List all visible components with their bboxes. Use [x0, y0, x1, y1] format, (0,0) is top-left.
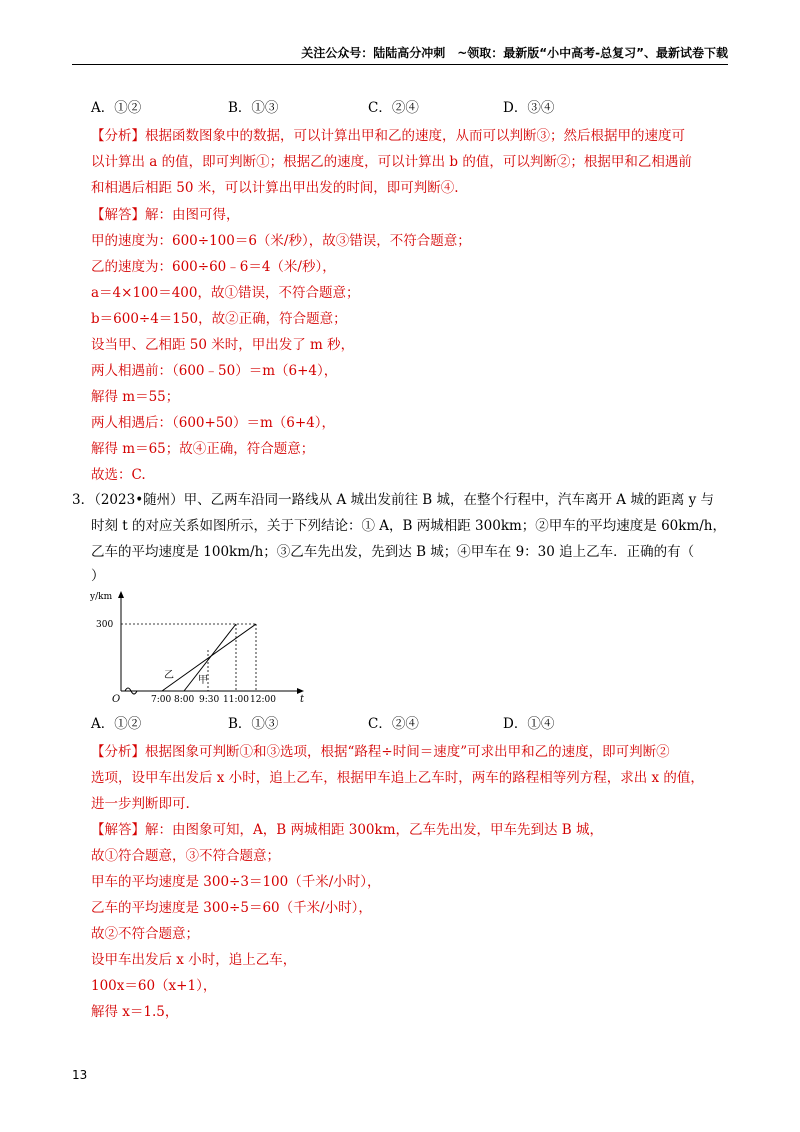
q3-question-line: 乙车的平均速度是 100km/h；③乙车先出发，先到达 B 城；④甲车在 9：30 追上乙车．正确的有（ — [91, 544, 695, 560]
x-tick-label: 7:00 — [151, 695, 172, 705]
q2-solution-line: 两人相遇前：（600﹣50）＝m（6+4）， — [91, 363, 338, 379]
q2-analysis-line: 和相遇后相距 50 米，可以计算出甲出发的时间，即可判断④. — [91, 180, 459, 196]
q3-solution-line: 设甲车出发后 x 小时，追上乙车， — [91, 952, 297, 968]
y-axis-label: y/km — [90, 592, 113, 602]
q3-distance-time-graph — [88, 588, 318, 706]
q3-solution-line: 乙车的平均速度是 300÷5＝60（千米/小时）， — [91, 900, 372, 916]
x-tick-label: 8:00 — [174, 695, 195, 705]
q3-question-line: 时刻 t 的对应关系如图所示，关于下列结论：① A，B 两城相距 300km；②甲车的平均速度是 60km/h， — [91, 518, 726, 534]
q2-option-c: C．②④ — [368, 100, 419, 116]
q3-solution-line: 甲车的平均速度是 300÷3＝100（千米/小时）， — [91, 874, 381, 890]
q2-solution-line: 乙的速度为：600÷60﹣6＝4（米/秒）， — [91, 259, 336, 275]
q3-option-a: A．①② — [91, 716, 142, 732]
q2-solution-line: a＝4×100＝400，故①错误，不符合题意； — [91, 285, 360, 301]
q2-solution-line: 解得 m＝65；故④正确，符合题意； — [91, 441, 315, 457]
q3-solution-line: 故①符合题意，③不符合题意； — [91, 848, 280, 864]
page-header: 关注公众号：陆陆高分冲刺 ~领取：最新版“小中高考-总复习”、最新试卷下载 — [301, 46, 728, 60]
q2-analysis-line: 以计算出 a 的值，即可判断①；根据乙的速度，可以计算出 b 的值，可以判断②；根据甲和乙相遇前 — [91, 154, 692, 170]
q3-analysis-line: 进一步判断即可. — [91, 796, 190, 812]
x-axis-label: t — [300, 694, 305, 705]
x-tick-label: 11:00 — [223, 695, 249, 705]
q2-option-a: A．①② — [91, 100, 142, 116]
q3-solution-line: 【解答】解：由图象可知，A，B 两城相距 300km，乙车先出发，甲车先到达 B 城， — [91, 822, 604, 838]
q3-analysis-line: 【分析】根据图象可判断①和③选项，根据“路程÷时间＝速度”可求出甲和乙的速度，即可判断② — [91, 744, 670, 760]
x-tick-label: 12:00 — [250, 695, 276, 705]
q3-option-b: B．①③ — [228, 716, 279, 732]
q3-analysis-line: 选项，设甲车出发后 x 小时，追上乙车，根据甲车追上乙车时，两车的路程相等列方程，求出 x 的值， — [91, 770, 704, 786]
x-tick-label: 9:30 — [199, 695, 220, 705]
origin-label: O — [112, 694, 121, 705]
q2-option-b: B．①③ — [228, 100, 279, 116]
y-axis-arrow — [118, 591, 124, 598]
y-tick-300: 300 — [96, 620, 114, 630]
q2-solution-line: 甲的速度为：600÷100＝6（米/秒），故③错误，不符合题意； — [91, 233, 471, 249]
q3-option-d: D．①④ — [503, 716, 555, 732]
page-number: 13 — [72, 1068, 88, 1082]
q3-question-line: 3．（2023•随州）甲、乙两车沿同一路线从 A 城出发前往 B 城，在整个行程中，汽车离开 A 城的距离 y 与 — [72, 492, 715, 508]
q2-solution-line: 两人相遇后：（600+50）＝m（6+4）， — [91, 415, 336, 431]
q2-solution-line: b＝600÷4＝150，故②正确，符合题意； — [91, 311, 347, 327]
q2-solution-line: 解得 m＝55； — [91, 389, 180, 405]
q3-solution-line: 解得 x＝1.5， — [91, 1004, 179, 1020]
line-yi — [162, 624, 256, 691]
q2-solution-line: 【解答】解：由图可得， — [91, 207, 240, 223]
line-label-jia: 甲 — [198, 675, 208, 686]
q2-solution-line: 设当甲、乙相距 50 米时，甲出发了 m 秒， — [91, 337, 355, 353]
line-label-yi: 乙 — [164, 670, 174, 681]
q2-solution-line: 故选：C. — [91, 467, 146, 483]
q3-option-c: C．②④ — [368, 716, 419, 732]
q3-question-line: ） — [91, 568, 105, 584]
q2-analysis-line: 【分析】根据函数图象中的数据，可以计算出甲和乙的速度，从而可以判断③；然后根据甲的速度可 — [91, 128, 685, 144]
line-jia — [184, 624, 236, 691]
q3-solution-line: 故②不符合题意； — [91, 926, 199, 942]
q2-option-d: D．③④ — [503, 100, 555, 116]
q3-solution-line: 100x＝60（x+1）， — [91, 978, 217, 994]
header-divider — [72, 64, 728, 65]
